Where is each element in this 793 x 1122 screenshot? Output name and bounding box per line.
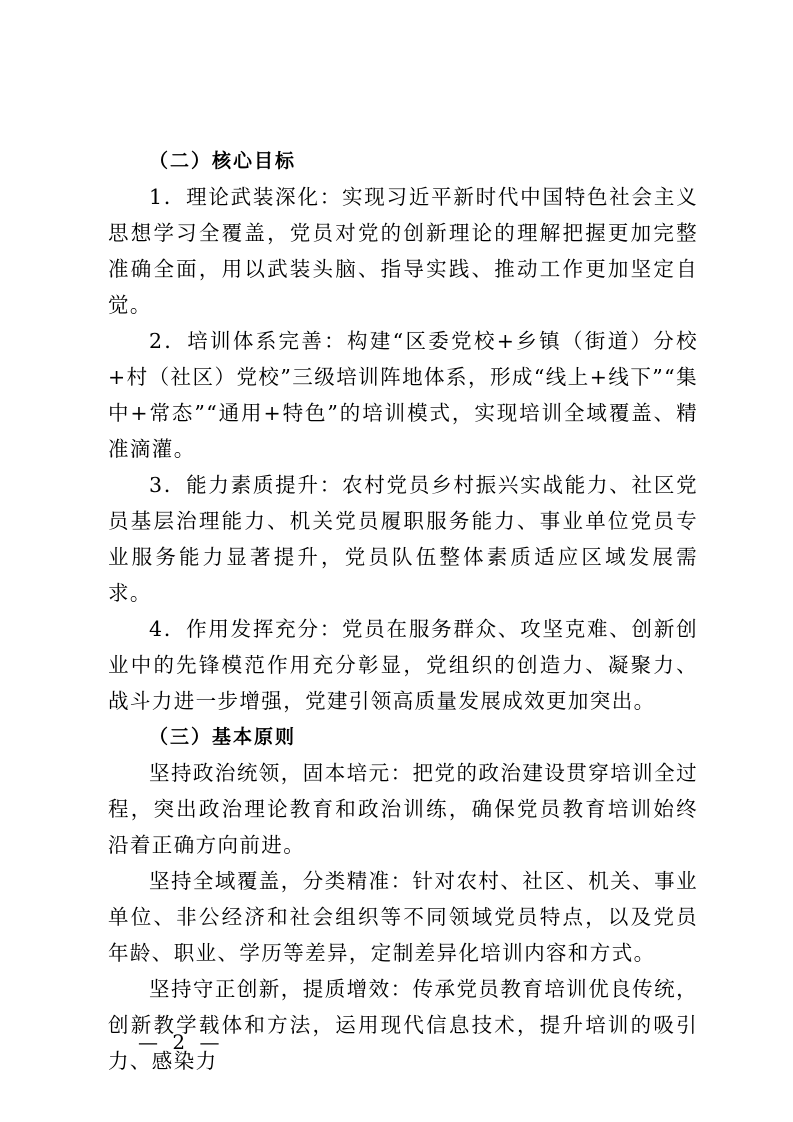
goal-paragraph-3: 3．能力素质提升：农村党员乡村振兴实战能力、社区党员基层治理能力、机关党员履职服务能力、事业单位党员专业服务能力显著提升，党员队伍整体素质适应区域发展需求。 (108, 473, 698, 605)
section-heading-basic-principles: （三）基本原则 (149, 726, 297, 748)
principle-paragraph-1: 坚持政治统领，固本培元：把党的政治建设贯穿培训全过程，突出政治理论教育和政治训练，确保党员教育培训始终沿着正确方向前进。 (108, 761, 698, 857)
principle-paragraph-2: 坚持全域覆盖，分类精准：针对农村、社区、机关、事业单位、非公经济和社会组织等不同领域党员特点，以及党员年龄、职业、学历等差异，定制差异化培训内容和方式。 (108, 869, 698, 965)
page-number: — 2 — (138, 1030, 224, 1054)
document-body (108, 143, 698, 1079)
goal-paragraph-4: 4．作用发挥充分：党员在服务群众、攻坚克难、创新创业中的先锋模范作用充分彰显，党组织的创造力、凝聚力、战斗力进一步增强，党建引领高质量发展成效更加突出。 (108, 617, 698, 713)
section-heading-core-goals: （二）核心目标 (149, 150, 297, 172)
goal-paragraph-2: 2．培训体系完善：构建“区委党校+乡镇（街道）分校+村（社区）党校”三级培训阵地体系，形成“线上+线下”“集中+常态”“通用+特色”的培训模式，实现培训全域覆盖、精准滴灌。 (108, 329, 698, 461)
principle-paragraph-3: 坚持守正创新，提质增效：传承党员教育培训优良传统，创新教学载体和方法，运用现代信息技术，提升培训的吸引力、感染力 (108, 977, 698, 1073)
goal-paragraph-1: 1．理论武装深化：实现习近平新时代中国特色社会主义思想学习全覆盖，党员对党的创新理论的理解把握更加完整准确全面，用以武装头脑、指导实践、推动工作更加坚定自觉。 (108, 185, 698, 317)
